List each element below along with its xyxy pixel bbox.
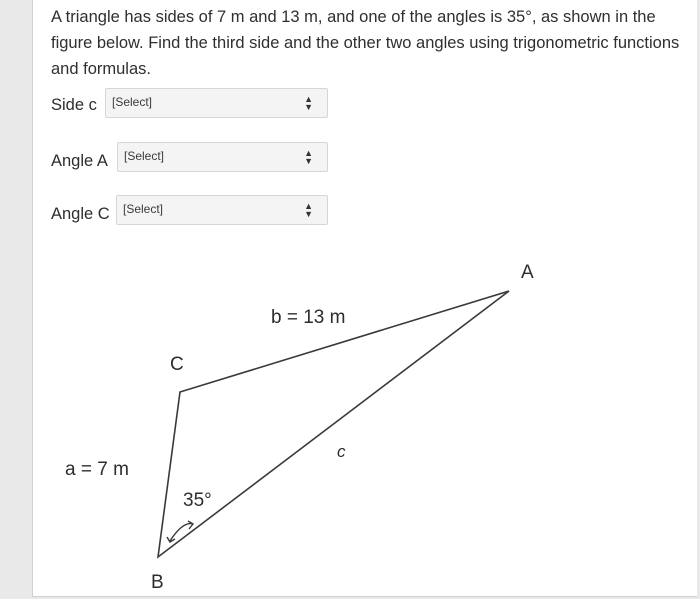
question-text: A triangle has sides of 7 m and 13 m, and one of the angles is 35°, as shown in the figure below. Find the third side and the other two angles using trigonometric functions and formulas. [51,8,680,78]
triangle-shape [158,291,509,557]
side-label-c: c [337,442,346,461]
answer-label: Side c [51,96,97,114]
question-card [32,0,697,597]
vertex-label-b: B [151,572,164,593]
updown-chevron-icon: ▲ ▼ [304,94,313,112]
select-value: [Select] [112,95,153,109]
vertex-label-c: C [170,354,184,375]
side-label-a: a = 7 m [65,459,129,480]
updown-chevron-icon: ▲ ▼ [304,201,313,219]
select-value: [Select] [123,202,164,216]
answer-label: Angle A [51,152,108,170]
answer-label: Angle C [51,205,110,223]
triangle-figure [33,0,698,597]
select-value: [Select] [124,149,165,163]
angle-label-b: 35° [183,490,212,511]
updown-chevron-icon: ▲ ▼ [304,148,313,166]
arc-arrowhead [188,521,193,529]
side-label-b: b = 13 m [271,307,346,328]
vertex-label-a: A [521,262,534,283]
